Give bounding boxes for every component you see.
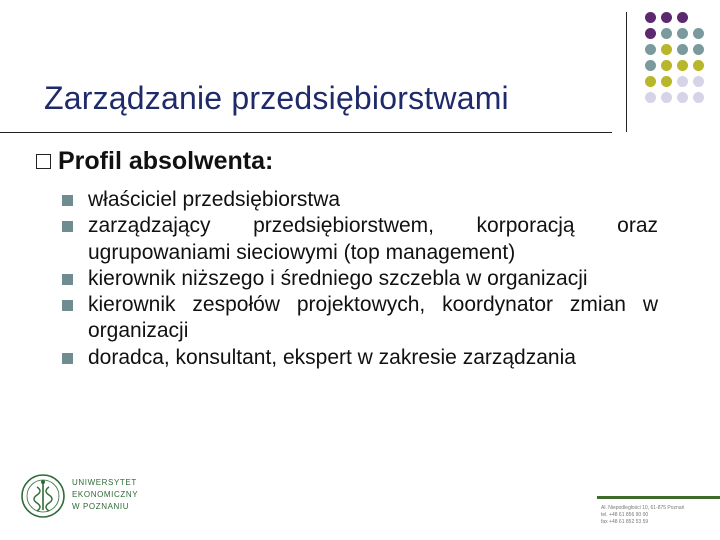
decorative-dot [677, 28, 688, 39]
decorative-dot [645, 28, 656, 39]
footer-fax: fax +48 61 852 53 59 [601, 519, 649, 525]
footer-address: Al. Niepodległości 10, 61-875 Poznań [601, 505, 685, 511]
decorative-dot [693, 60, 704, 71]
decorative-dot-grid [640, 12, 720, 130]
decorative-dot [677, 92, 688, 103]
decorative-dot [693, 92, 704, 103]
profile-list [62, 187, 658, 371]
decorative-dot [661, 76, 672, 87]
list-item-text: właściciel przedsiębiorstwa [88, 188, 341, 211]
decorative-dot [645, 60, 656, 71]
decorative-dot [645, 12, 656, 23]
decorative-dot [661, 28, 672, 39]
list-item [62, 213, 658, 266]
list-item [62, 345, 658, 371]
decorative-dot [661, 44, 672, 55]
list-item-text: kierownik niższego i średniego szczebla w organizacji [88, 266, 588, 290]
logo-line-2: EKONOMICZNY [72, 490, 139, 499]
title-underline [0, 132, 612, 133]
decorative-dot [677, 12, 688, 23]
footer-contact [601, 505, 684, 526]
square-bullet-icon [62, 353, 73, 364]
slide-title: Zarządzanie przedsiębiorstwami [44, 80, 509, 116]
section-heading: Profil absolwenta: [58, 147, 274, 175]
list-item [62, 266, 658, 292]
logo-line-3: W POZNANIU [72, 502, 130, 511]
checkbox-bullet-icon [36, 154, 51, 169]
university-logo [20, 473, 180, 523]
footer-tel: tel. +48 61 856 90 00 [601, 512, 649, 518]
list-item-text: zarządzający przedsiębiorstwem, korporacją oraz ugrupowaniami sieciowymi (top management) [88, 214, 658, 264]
list-item-text: kierownik zespołów projektowych, koordynator zmian w organizacji [88, 293, 658, 343]
decorative-dot [677, 76, 688, 87]
title-divider-vertical [626, 12, 627, 132]
decorative-dot [661, 60, 672, 71]
decorative-dot [693, 44, 704, 55]
list-item [62, 187, 658, 213]
list-item-text: doradca, konsultant, ekspert w zakresie zarządzania [88, 345, 576, 369]
decorative-dot [693, 76, 704, 87]
decorative-dot [677, 60, 688, 71]
decorative-dot [661, 12, 672, 23]
logo-wordmark [72, 477, 138, 513]
square-bullet-icon [62, 274, 73, 285]
square-bullet-icon [62, 221, 73, 232]
logo-line-1: UNIWERSYTET [72, 478, 137, 487]
footer-accent-bar [597, 496, 720, 499]
square-bullet-icon [62, 300, 73, 311]
decorative-dot [645, 92, 656, 103]
university-seal-icon [20, 473, 66, 519]
square-bullet-icon [62, 195, 73, 206]
decorative-dot [645, 44, 656, 55]
decorative-dot [645, 76, 656, 87]
decorative-dot [693, 28, 704, 39]
decorative-dot [677, 44, 688, 55]
decorative-dot [661, 92, 672, 103]
list-item [62, 292, 658, 345]
